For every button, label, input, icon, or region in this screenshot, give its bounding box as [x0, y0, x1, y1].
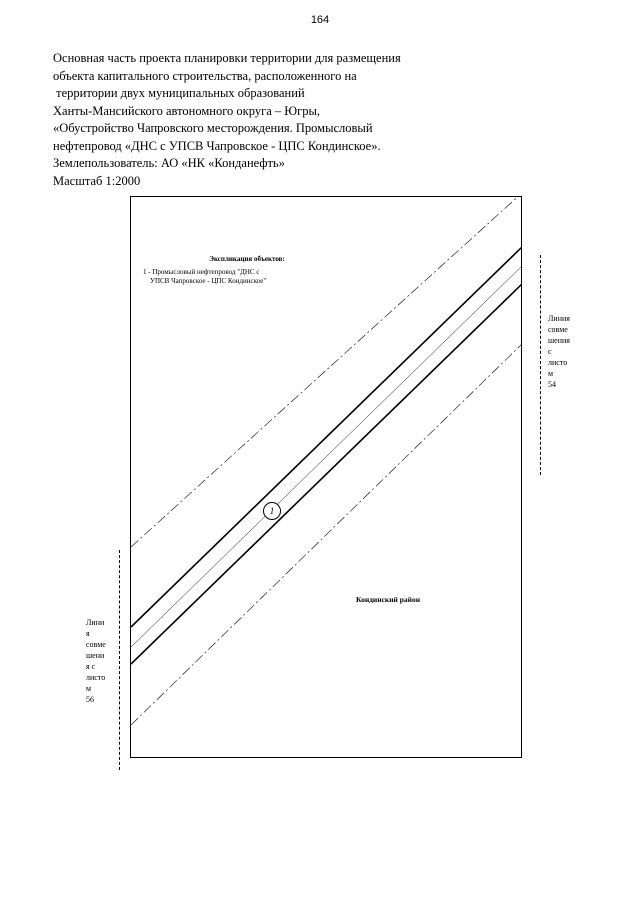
header-line: Ханты-Мансийского автономного округа – Югры,: [53, 103, 321, 118]
explication-title: Экспликация объектов:: [209, 255, 285, 263]
pipeline-axis: [131, 265, 522, 647]
note-line: 54: [548, 380, 556, 389]
document-header: [53, 50, 473, 190]
boundary-line-upper: [131, 197, 522, 547]
page-number: 164: [310, 14, 330, 26]
boundary-line-lower: [131, 343, 522, 725]
header-line: объекта капитального строительства, расположенного на: [53, 68, 357, 83]
explication-item: 1 - Промысловый нефтепровод "ДНС с УПСВ Чапровское - ЦПС Кондинское": [143, 268, 267, 285]
note-line: я с: [86, 662, 96, 671]
note-line: шени: [86, 651, 105, 660]
note-line: Лини: [86, 618, 105, 627]
note-line: м: [548, 369, 554, 378]
header-line: территории двух муниципальных образований: [53, 86, 305, 100]
map-frame: [130, 196, 522, 758]
note-line: совме: [86, 640, 106, 649]
pipeline-corridor-upper: [131, 246, 522, 627]
note-line: шения: [548, 336, 570, 345]
note-line: листо: [548, 358, 568, 367]
district-label: Кондинский район: [356, 595, 421, 604]
explication: [143, 255, 343, 286]
header-line: Основная часть проекта планировки территории для размещения: [53, 51, 401, 65]
header-line: «Обустройство Чапровского месторождения. Промысловый: [53, 121, 373, 135]
pipeline-corridor-lower: [131, 283, 522, 664]
header-line: Землепользователь: АО «НК «Конданефть»: [53, 156, 285, 170]
note-line: 56: [86, 695, 94, 704]
note-line: с: [548, 347, 552, 356]
header-line: нефтепровод «ДНС с УПСВ Чапровское - ЦПС Кондинское».: [53, 138, 381, 153]
match-line-note-right: [548, 313, 582, 390]
header-line: Масштаб 1:2000: [53, 173, 141, 188]
note-line: я: [86, 629, 90, 638]
note-line: совме: [548, 325, 568, 334]
note-line: листо: [86, 673, 106, 682]
match-line-left: [119, 550, 120, 770]
object-marker: 1: [263, 502, 281, 520]
note-line: м: [86, 684, 92, 693]
note-line: Линия: [548, 314, 570, 323]
match-line-note-left: [86, 617, 114, 705]
match-line-right: [540, 255, 541, 475]
